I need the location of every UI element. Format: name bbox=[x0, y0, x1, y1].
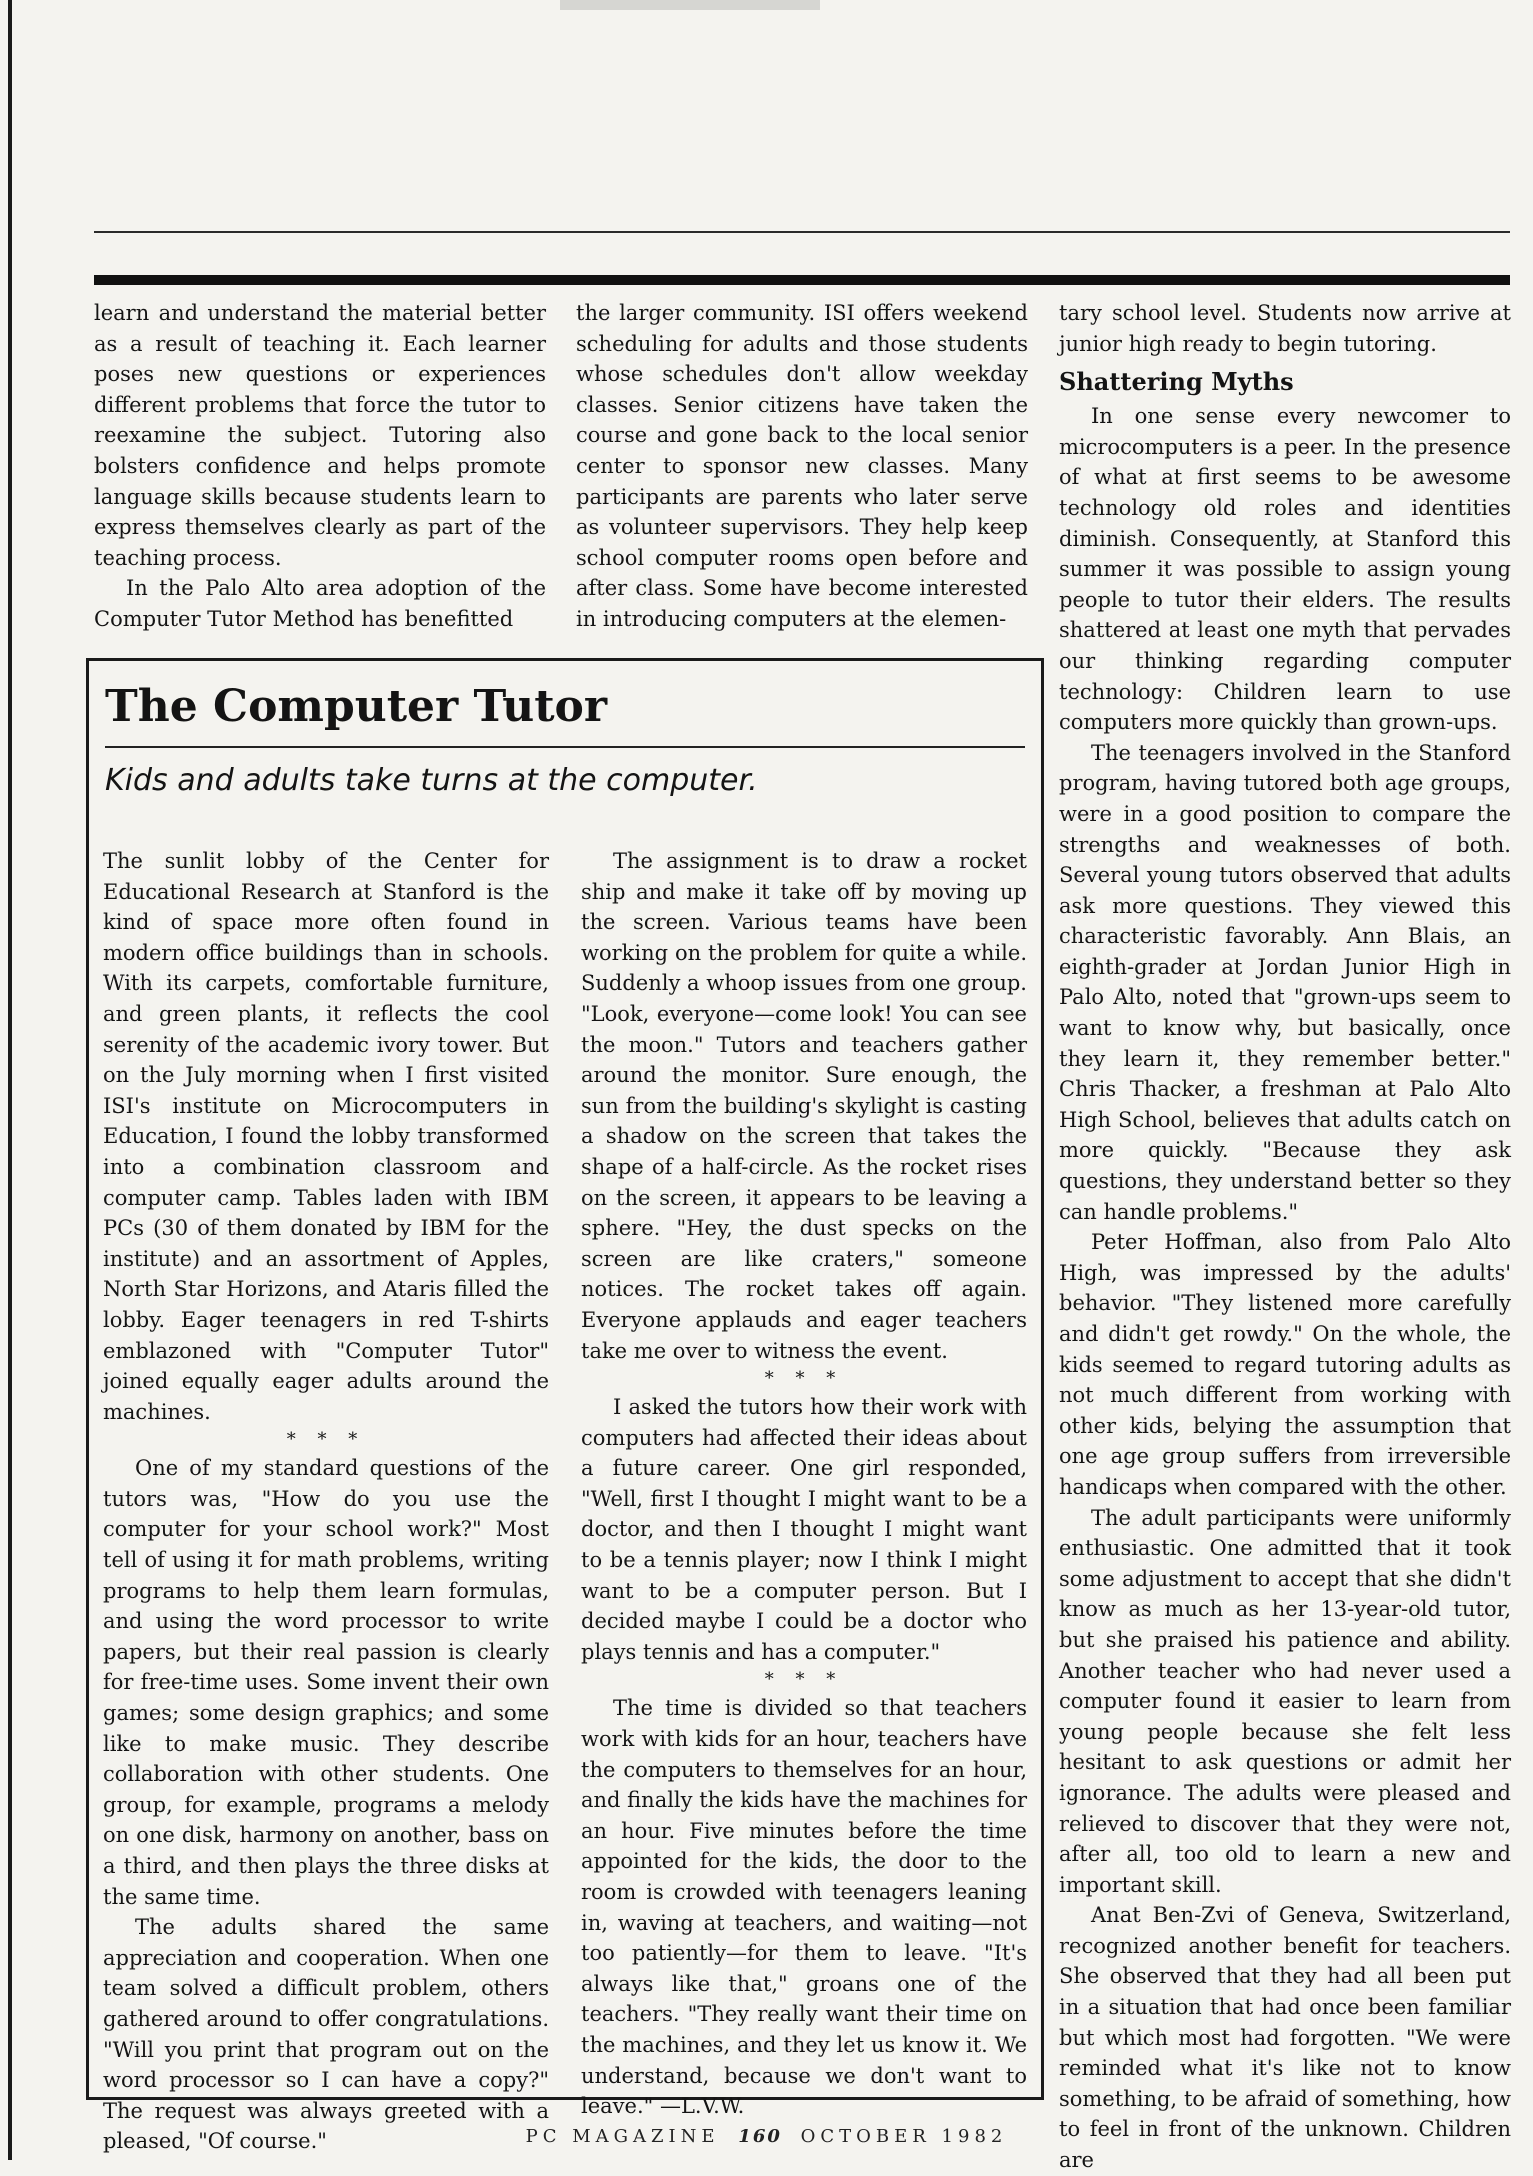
section-break: * * * bbox=[764, 1368, 844, 1390]
paragraph: The assignment is to draw a rocket ship and make it take off by moving up the screen. Various teams have been working on the problem for quite a while. Suddenly a whoop issues from one group. "Look, everyone—come look! You can see the moon." Tutors and teachers gather around the monitor. Sure enough, the sun from the building's skylight is casting a shadow on the screen that takes the shape of a half-circle. As the rocket rises on the screen, it appears to be leaving a sphere. "Hey, the dust specks on the screen are like craters," someone notices. The rocket takes off again. Everyone applauds and eager teachers take me over to witness the event. bbox=[581, 849, 1027, 1363]
page-footer bbox=[0, 2126, 1533, 2147]
sidebar-title: The Computer Tutor bbox=[105, 681, 608, 732]
footer-magazine: PC MAGAZINE bbox=[525, 2126, 720, 2147]
paragraph: the larger community. ISI offers weekend scheduling for adults and those students whose schedules don't allow weekday classes. Senior citizens have taken the course and gone back to the local senior center to sponsor new classes. Many participants are parents who later serve as volunteer supervisors. They help keep school computer rooms open before and after class. Some have become interested in introducing computers at the elemen- bbox=[576, 301, 1028, 631]
paragraph: In the Palo Alto area adoption of the Computer Tutor Method has benefitted bbox=[94, 576, 546, 631]
article-column-3 bbox=[1059, 298, 1511, 2176]
sidebar-column-left bbox=[103, 846, 549, 2157]
footer-issue: OCTOBER 1982 bbox=[800, 2126, 1008, 2147]
page-edge-rule bbox=[8, 0, 12, 2160]
paragraph: I asked the tutors how their work with computers had affected their ideas about a future career. One girl responded, "Well, first I thought I might want to be a doctor, and then I thought I might want to be a tennis player; now I think I might want to be a computer person. But I decided maybe I could be a doctor who plays tennis and has a computer." bbox=[581, 1395, 1027, 1664]
paragraph: The sunlit lobby of the Center for Educational Research at Stanford is the kind of space more often found in modern office buildings than in schools. With its carpets, comfortable furniture, and green plants, it reflects the cool serenity of the academic ivory tower. But on the July morning when I first visited ISI's institute on Microcomputers in Education, I found the lobby transformed into a combination classroom and computer camp. Tables laden with IBM PCs (30 of them donated by IBM for the institute) and an assortment of Apples, North Star Horizons, and Ataris filled the lobby. Eager teenagers in red T-shirts emblazoned with "Computer Tutor" joined equally eager adults around the machines. bbox=[103, 849, 549, 1424]
sidebar-column-right bbox=[581, 846, 1027, 2122]
article-column-2 bbox=[576, 298, 1028, 635]
section-break: * * * bbox=[764, 1669, 844, 1691]
paragraph: learn and understand the material better as a result of teaching it. Each learner poses new questions or experiences different problems that force the tutor to reexamine the subject. Tutoring also bolsters confidence and helps promote language skills because students learn to express themselves clearly as part of the teaching process. bbox=[94, 301, 546, 570]
paragraph: Peter Hoffman, also from Palo Alto High, was impressed by the adults' behavior. "They listened more carefully and didn't get rowdy." On the whole, the kids seemed to regard tutoring adults as not much different from working with other kids, belying the assumption that one age group suffers from irreversible handicaps when compared with the other. bbox=[1059, 1230, 1511, 1499]
paragraph: The teenagers involved in the Stanford program, having tutored both age groups, were in a good position to compare the strengths and weaknesses of both. Several young tutors observed that adults ask more questions. They viewed this characteristic favorably. Ann Blais, an eighth-grader at Jordan Junior High in Palo Alto, noted that "grown-ups seem to want to know why, but basically, once they learn it, they remember better." Chris Thacker, a freshman at Palo Alto High School, believes that adults catch on more quickly. "Because they ask questions, they understand better so they can handle problems." bbox=[1059, 740, 1511, 1224]
sidebar-deck: Kids and adults take turns at the computer. bbox=[105, 763, 758, 798]
paragraph: The adults shared the same appreciation and cooperation. When one team solved a difficult problem, others gathered around to offer congratulations. "Will you print that program out on the word processor so I can have a copy?" The request was always greeted with a pleased, "Of course." bbox=[103, 1915, 549, 2154]
paragraph: The time is divided so that teachers work with kids for an hour, teachers have the computers to themselves for an hour, and finally the kids have the machines for an hour. Five minutes before the time appointed for the kids, the door to the room is crowded with teenagers leaning in, waving at teachers, and waiting—not too patiently—for them to leave. "It's always like that," groans one of the teachers. "They really want their time on the machines, and they let us know it. We understand, because we don't want to leave." —L.V.W. bbox=[581, 1696, 1027, 2119]
paragraph: tary school level. Students now arrive at junior high ready to begin tutoring. bbox=[1059, 301, 1511, 356]
section-subhead: Shattering Myths bbox=[1059, 367, 1294, 397]
scan-artifact bbox=[560, 0, 820, 10]
header-thick-rule bbox=[94, 275, 1510, 285]
footer-page-number: 160 bbox=[738, 2126, 782, 2147]
paragraph: In one sense every newcomer to microcomputers is a peer. In the presence of what at first seems to be awesome technology old roles and identities diminish. Consequently, at Stanford this summer it was possible to assign young people to tutor their elders. The results shattered at least one myth that pervades our thinking regarding computer technology: Children learn to use computers more quickly than grown-ups. bbox=[1059, 404, 1511, 735]
section-break: * * * bbox=[286, 1429, 366, 1451]
header-thin-rule bbox=[94, 231, 1510, 233]
sidebar-title-rule bbox=[105, 746, 1025, 748]
paragraph: The adult participants were uniformly enthusiastic. One admitted that it took some adjustment to accept that she didn't know as much as her 13-year-old tutor, but she praised his patience and ability. Another teacher who had never used a computer found it easier to learn from young people because she felt less hesitant to ask questions or admit her ignorance. The adults were pleased and relieved to discover that they were not, after all, too old to learn a new and important skill. bbox=[1059, 1505, 1511, 1897]
paragraph: Anat Ben-Zvi of Geneva, Switzerland, recognized another benefit for teachers. She observed that they had all been put in a situation that had once been familiar but which most had forgotten. "We were reminded what it's like not to know something, to be afraid of something, how to feel in front of the unknown. Children are bbox=[1059, 1903, 1511, 2173]
article-column-1 bbox=[94, 298, 546, 635]
paragraph: One of my standard questions of the tutors was, "How do you use the computer for your school work?" Most tell of using it for math problems, writing programs to help them learn formulas, and using the word processor to write papers, but their real passion is clearly for free-time uses. Some invent their own games; some design graphics; and some like to make music. They describe collaboration with other students. One group, for example, programs a melody on one disk, harmony on another, bass on a third, and then plays the three disks at the same time. bbox=[103, 1456, 549, 1909]
